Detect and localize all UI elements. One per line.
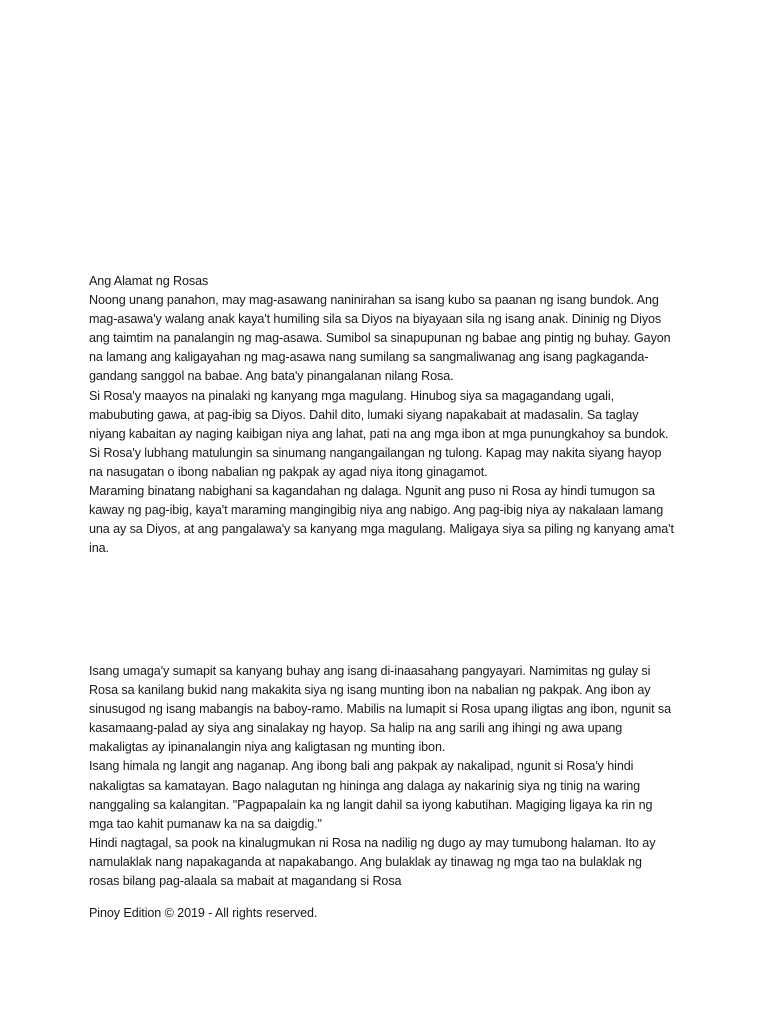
copyright-text: Pinoy Edition © 2019 - All rights reserved. <box>89 906 318 920</box>
paragraph: Maraming binatang nabighani sa kagandahan ng dalaga. Ngunit ang puso ni Rosa ay hindi tumugon sa kaway ng pag-ibig, kaya't maraming mangingibig niya ang nabigo. Ang pag-ibig niya ay nakalaan lamang una ay sa Diyos, at ang pangalawa'y sa kanyang mga magulang. Maligaya siya sa piling ng kanyang ama't ina. <box>89 484 674 556</box>
paragraph: Noong unang panahon, may mag-asawang naninirahan sa isang kubo sa paanan ng isang bundok. Ang mag-asawa'y walang anak kaya't humiling sila sa Diyos na biyayaan sila ng isang anak. Dininig ng Diyos ang taimtim na panalangin ng mag-asawa. Sumibol sa sinapupunan ng babae ang pintig ng buhay. Gayon na lamang ang kaligayahan ng mag-asawa nang sumilang sa sangmaliwanag ang isang pagkaganda- gandang sanggol na babae. Ang bata'y pinangalanan nilang Rosa. <box>89 293 671 384</box>
story-title: Ang Alamat ng Rosas <box>89 274 209 288</box>
story-section-1 <box>89 272 689 558</box>
paragraph: Si Rosa'y maayos na pinalaki ng kanyang mga magulang. Hinubog siya sa magagandang ugali, mabubuting gawa, at pag-ibig sa Diyos. Dahil dito, lumaki siyang napakabait at madasalin. Sa taglay niyang kabaitan ay naging kaibigan niya ang lahat, pati na ang mga ibon at mga punungkahoy sa bundok. <box>89 388 669 441</box>
paragraph: Isang umaga'y sumapit sa kanyang buhay ang isang di-inaasahang pangyayari. Namimitas ng gulay si Rosa sa kanilang bukid nang makakita siya ng isang munting ibon na nabalian ng pakpak. Ang ibon ay sinusugod ng isang mabangis na baboy-ramo. Mabilis na lumapit si Rosa upang iligtas ang ibon, ngunit sa kasamaang-palad ay siya ang sinalakay ng hayop. Sa halip na ang sarili ang ihingi ng awa upang makaligtas ay ipinanalangin niya ang kaligtasan ng munting ibon. <box>89 664 671 755</box>
paragraph: Isang himala ng langit ang naganap. Ang ibong bali ang pakpak ay nakalipad, ngunit si Rosa'y hindi nakaligtas sa kamatayan. Bago nalagutan ng hininga ang dalaga ay nakarinig siya ng tinig na waring nanggaling sa kalangitan. "Pagpapalain ka ng langit dahil sa iyong kabutihan. Magiging ligaya ka rin ng mga tao kahit pumanaw ka na sa daigdig." <box>89 759 653 831</box>
footer <box>89 904 689 923</box>
paragraph: Hindi nagtagal, sa pook na kinalugmukan ni Rosa na nadilig ng dugo ay may tumubong halaman. Ito ay namulaklak nang napakaganda at napakabango. Ang bulaklak ay tinawag ng mga tao na bulaklak ng rosas bilang pag-alaala sa mabait at magandang si Rosa <box>89 835 656 889</box>
paragraph: Si Rosa'y lubhang matulungin sa sinumang nangangailangan ng tulong. Kapag may nakita siyang hayop na nasugatan o ibong nabalian ng pakpak ay agad niya itong ginagamot. <box>89 445 662 479</box>
story-section-2 <box>89 662 689 891</box>
